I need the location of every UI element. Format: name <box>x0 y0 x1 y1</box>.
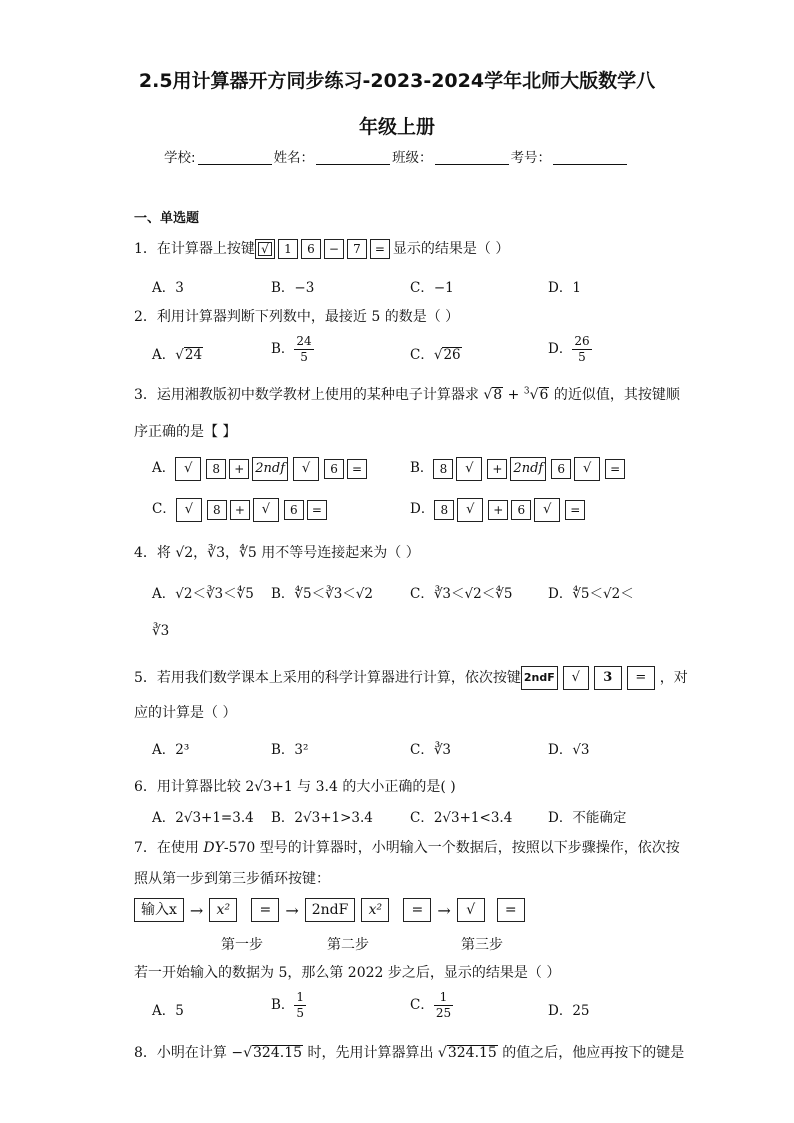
q5-option-b: B．3² <box>271 742 309 758</box>
question-7-line3: 若一开始输入的数据为 5，那么第 2022 步之后，显示的结果是（ ） <box>134 965 561 981</box>
key-6: 6 <box>324 459 344 479</box>
key-6: 6 <box>511 500 531 520</box>
q2-option-a: A．√24 <box>152 347 203 363</box>
key-equals: = <box>403 898 431 922</box>
key-sqrt: √ <box>534 498 560 522</box>
key-2ndf: 2ndf <box>510 457 546 481</box>
arrow-icon: → <box>189 900 204 920</box>
key-1: 1 <box>278 239 298 259</box>
q6-option-b: B．2√3+1>3.4 <box>271 810 373 826</box>
key-equals: = <box>307 500 327 520</box>
key-2ndf: 2ndF <box>521 666 558 690</box>
q6-option-c: C．2√3+1<3.4 <box>410 810 513 826</box>
key-6: 6 <box>284 500 304 520</box>
q3-option-b: B． 8 √ + 2ndf 6 √ = <box>410 456 628 481</box>
step-1-label: 第一步 <box>221 937 263 953</box>
question-4: 4．将 √2，∛3，∜5 用不等号连接起来为（ ） <box>134 545 420 561</box>
q3-option-a: A． √ 8 + 2ndf √ 6 = <box>152 456 370 481</box>
key-sqrt: √ <box>563 666 589 690</box>
question-6: 6．用计算器比较 2√3+1 与 3.4 的大小正确的是( ) <box>134 779 456 795</box>
key-6: 6 <box>301 239 321 259</box>
student-info <box>164 146 629 166</box>
key-2ndf: 2ndF <box>305 898 356 922</box>
page-title-line2: 年级上册 <box>358 116 435 138</box>
arrow-icon: → <box>437 900 451 920</box>
name-blank <box>316 164 390 165</box>
q1-stem: 1．在计算器上按键 <box>134 241 255 257</box>
key-input-x: 输入x <box>134 898 184 922</box>
name-label: 姓名： <box>273 150 315 166</box>
key-sqrt: √ <box>293 457 319 481</box>
school-label: 学校: <box>164 150 196 166</box>
key-minus: − <box>324 239 344 259</box>
key-sqrt: √ <box>253 498 279 522</box>
key-equals: = <box>347 459 367 479</box>
q2-option-c: C．√26 <box>410 347 461 363</box>
q7-option-c: C． $\frac{1}{25}$ <box>410 990 452 1020</box>
key-equals: = <box>497 898 525 922</box>
question-7-line2: 照从第一步到第三步循环按键： <box>134 871 330 887</box>
step-3-label: 第三步 <box>461 937 503 953</box>
q3-option-d: D． 8 √ + 6 √ = <box>410 497 588 522</box>
question-7: 7．在使用 DY-570 型号的计算器时，小明输入一个数据后，按照以下步骤操作，依次按 <box>134 840 680 856</box>
q7-option-d: D．25 <box>548 1003 590 1019</box>
key-8: 8 <box>206 459 226 479</box>
key-equals: = <box>627 666 655 690</box>
q3-option-c: C． √ 8 + √ 6 = <box>152 497 330 522</box>
key-equals: = <box>565 500 585 520</box>
key-sqrt: √ <box>175 457 201 481</box>
section-heading: 一、单选题 <box>134 211 200 226</box>
key-8: 8 <box>433 459 453 479</box>
key-plus: + <box>230 500 250 520</box>
q7-key-flow <box>134 898 531 922</box>
question-2: 2．利用计算器判断下列数中，最接近 5 的数是（ ） <box>134 309 460 325</box>
q4-option-b: B．∜5＜∛3＜√2 <box>271 586 373 602</box>
page-title: 2.5用计算器开方同步练习-2023-2024学年北师大版数学八 <box>138 70 656 92</box>
key-3: 3 <box>594 666 622 690</box>
question-3-line2: 序正确的是【 】 <box>134 424 237 440</box>
q7-option-a: A．5 <box>152 1003 184 1019</box>
key-equals: = <box>370 239 390 259</box>
q4-option-a: A．√2＜∛3＜∜5 <box>152 586 254 602</box>
arrow-icon: → <box>285 900 299 920</box>
exam-no-blank <box>553 164 627 165</box>
key-sqrt: √ <box>176 498 202 522</box>
q1-option-d: D．1 <box>548 280 581 296</box>
key-x-squared: x² <box>361 898 389 922</box>
key-sqrt: √ <box>574 457 600 481</box>
question-5-line2: 应的计算是（ ） <box>134 705 237 721</box>
step-2-label: 第二步 <box>327 937 369 953</box>
q5-option-a: A．2³ <box>152 742 190 758</box>
key-plus: + <box>487 459 507 479</box>
key-8: 8 <box>207 500 227 520</box>
question-8: 8．小明在计算 −√324.15 时，先用计算器算出 √324.15 的值之后，他应再按下的键是 <box>134 1045 685 1061</box>
q2-option-d: D． $\frac{26}{5}$ <box>548 334 590 364</box>
exam-no-label: 考号： <box>510 150 552 166</box>
q6-option-a: A．2√3+1=3.4 <box>152 810 254 826</box>
key-7: 7 <box>347 239 367 259</box>
q2-option-b: B． $\frac{24}{5}$ <box>271 334 312 364</box>
question-5: 5．若用我们数学课本上采用的科学计算器进行计算，依次按键 2ndF √ 3 = ，对 <box>134 666 688 690</box>
q1-option-a: A．3 <box>152 280 184 296</box>
q5-option-c: C．∛3 <box>410 742 452 758</box>
key-sqrt: √ <box>457 498 483 522</box>
q1-option-b: B．−3 <box>271 280 315 296</box>
q5-option-d: D．√3 <box>548 742 590 758</box>
key-sqrt: √ <box>457 898 485 922</box>
key-8: 8 <box>434 500 454 520</box>
q4-option-c: C．∛3＜√2＜∜5 <box>410 586 513 602</box>
q7-option-b: B． $\frac{1}{5}$ <box>271 990 305 1020</box>
key-x-squared: x² <box>209 898 237 922</box>
question-1 <box>134 238 509 259</box>
q1-option-c: C．−1 <box>410 280 454 296</box>
q6-option-d: D．不能确定 <box>548 810 627 826</box>
key-equals: = <box>605 459 625 479</box>
class-label: 班级： <box>392 150 433 166</box>
key-plus: + <box>488 500 508 520</box>
school-blank <box>198 164 272 165</box>
q4-option-d: D．∜5＜√2＜ <box>548 586 634 602</box>
key-sqrt: √ <box>456 457 482 481</box>
key-plus: + <box>229 459 249 479</box>
key-2ndf: 2ndf <box>252 457 288 481</box>
key-equals: = <box>251 898 279 922</box>
key-6: 6 <box>551 459 571 479</box>
q1-stem-end: 显示的结果是（ ） <box>392 241 510 257</box>
key-sqrt: √ <box>255 239 275 259</box>
q4-option-d-cont: ∛3 <box>152 623 170 639</box>
question-3: 3．运用湘教版初中数学教材上使用的某种电子计算器求 √8 + $^3$√6 的近似值，其按键顺 <box>134 386 680 403</box>
class-blank <box>435 164 509 165</box>
